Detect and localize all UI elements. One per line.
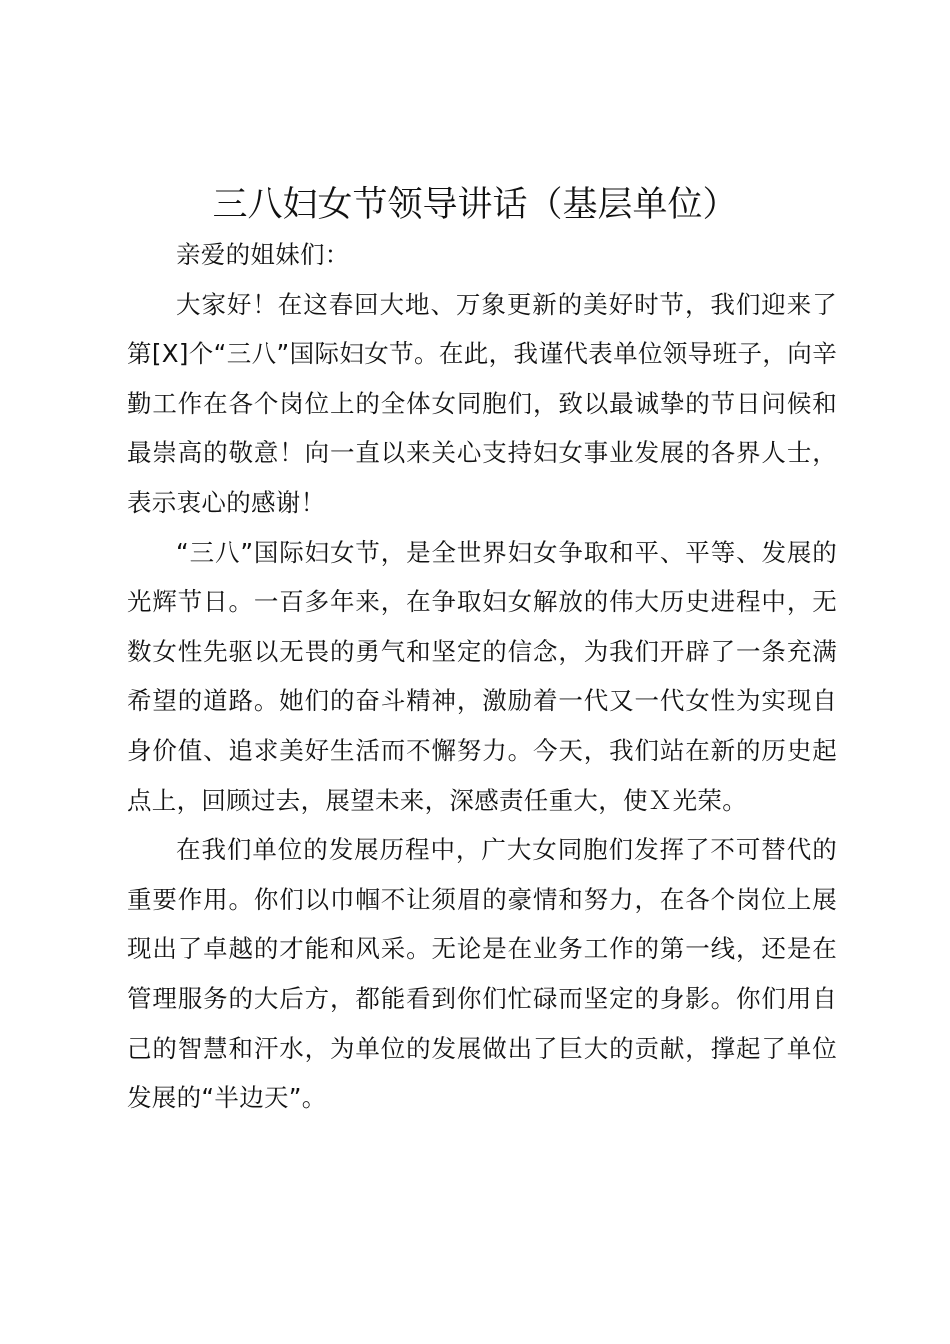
paragraph-2: “三八”国际妇女节，是全世界妇女争取和平、平等、发展的光辉节日。一百多年来，在争取妇女解放的伟大历史进程中，无数女性先驱以无畏的勇气和坚定的信念，为我们开辟了一条充满希望的道路。她们的奋斗精神，激励着一代又一代女性为实现自身价值、追求美好生活而不懈努力。今天，我们站在新的历史起点上，回顾过去，展望未来，深感责任重大，使Ｘ光荣。 — [127, 537, 837, 815]
paragraph-1: 大家好！在这春回大地、万象更新的美好时节，我们迎来了第[X]个“三八”国际妇女节。在此，我谨代表单位领导班子，向辛勤工作在各个岗位上的全体女同胞们，致以最诚挚的节日问候和最崇高的敬意！向一直以来关心支持妇女事业发展的各界人士，表示衷心的感谢！ — [127, 289, 837, 517]
document-body — [127, 230, 837, 1123]
paragraph-3: 在我们单位的发展历程中，广大女同胞们发挥了不可替代的重要作用。你们以巾帼不让须眉的豪情和努力，在各个岗位上展现出了卓越的才能和风采。无论是在业务工作的第一线，还是在管理服务的大后方，都能看到你们忙碌而坚定的身影。你们用自己的智慧和汗水，为单位的发展做出了巨大的贡献，撑起了单位发展的“半边天”。 — [127, 835, 837, 1113]
greeting-line: 亲爱的姐妹们： — [176, 240, 350, 269]
document-title: 三八妇女节领导讲话（基层单位） — [212, 185, 738, 225]
